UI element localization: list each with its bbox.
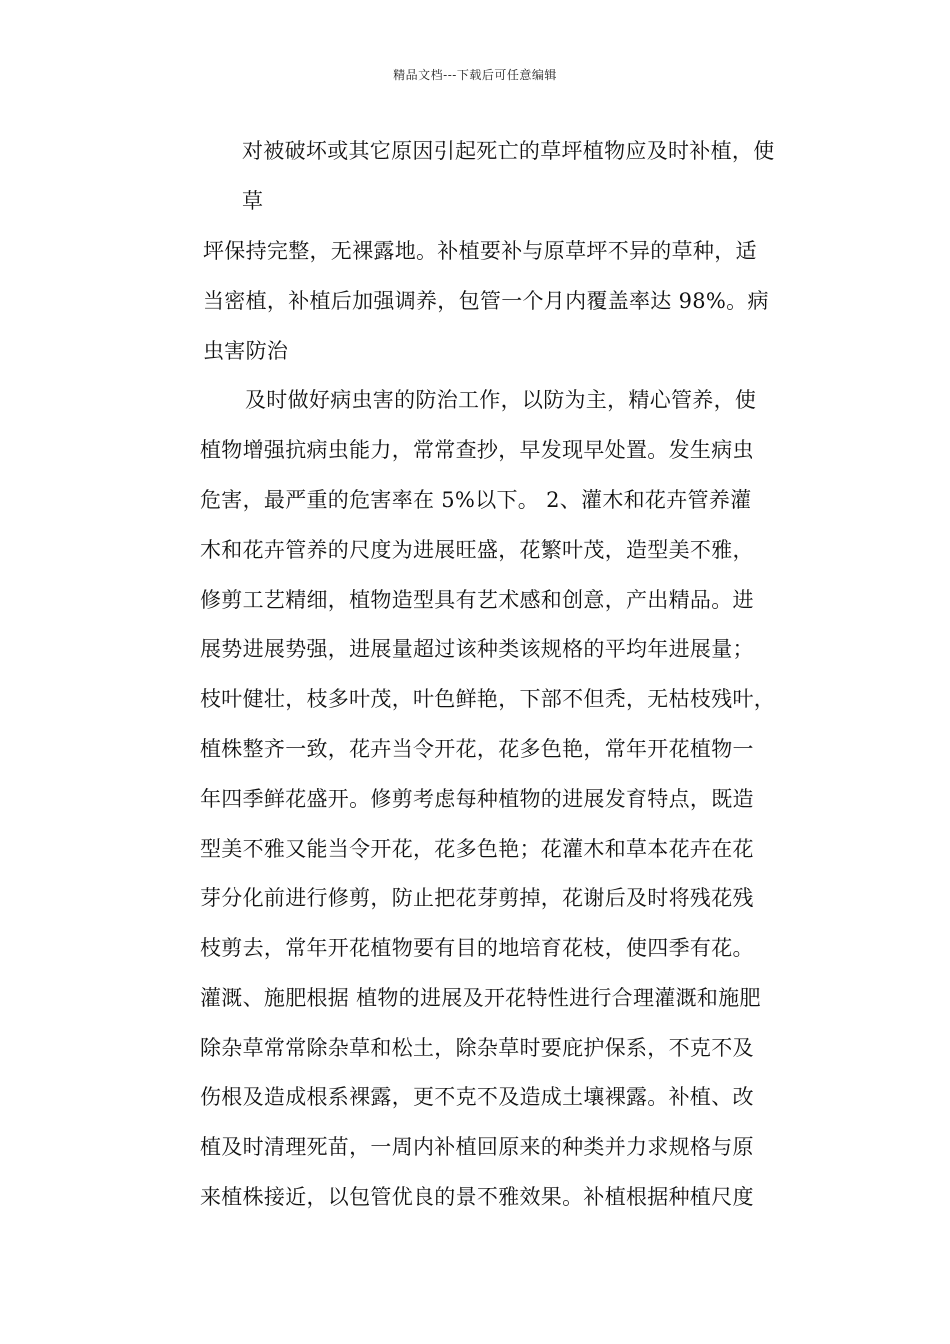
- body-line: 当密植，补植后加强调养，包管一个月内覆盖率达 98%。病: [203, 289, 769, 313]
- body-line: 及时做好病虫害的防治工作，以防为主，精心管养，使: [245, 388, 757, 412]
- body-line: 来植株接近，以包管优良的景不雅效果。补植根据种植尺度: [200, 1185, 754, 1209]
- body-line: 植株整齐一致，花卉当令开花，花多色艳，常年开花植物一: [200, 737, 754, 761]
- body-line: 草: [242, 189, 264, 213]
- body-line: 芽分化前进行修剪，防止把花芽剪掉，花谢后及时将残花残: [200, 886, 754, 910]
- body-line: 枝剪去，常年开花植物要有目的地培育花枝，使四季有花。: [200, 936, 754, 960]
- body-line: 对被破坏或其它原因引起死亡的草坪植物应及时补植，使: [242, 139, 775, 163]
- body-line: 灌溉、施肥根据 植物的进展及开花特性进行合理灌溉和施肥: [200, 986, 761, 1010]
- page-header: 精品文档---下载后可任意编辑: [393, 68, 557, 82]
- body-line: 植物增强抗病虫能力，常常查抄，早发现早处置。发生病虫: [200, 438, 754, 462]
- body-line: 展势进展势强，进展量超过该种类该规格的平均年进展量；: [200, 637, 754, 661]
- body-line: 木和花卉管养的尺度为进展旺盛，花繁叶茂，造型美不雅，: [200, 538, 754, 562]
- body-line: 植及时清理死苗，一周内补植回原来的种类并力求规格与原: [200, 1135, 754, 1159]
- body-line: 虫害防治: [203, 339, 289, 363]
- body-line: 修剪工艺精细，植物造型具有艺术感和创意，产出精品。进: [200, 588, 754, 612]
- body-line: 型美不雅又能当令开花，花多色艳；花灌木和草本花卉在花: [200, 837, 754, 861]
- body-line: 除杂草常常除杂草和松土，除杂草时要庇护保系，不克不及: [200, 1036, 754, 1060]
- body-line: 坪保持完整，无裸露地。补植要补与原草坪不异的草种，适: [203, 239, 757, 263]
- body-line: 枝叶健壮，枝多叶茂，叶色鲜艳，下部不但秃，无枯枝残叶，: [200, 687, 776, 711]
- body-line: 危害，最严重的危害率在 5%以下。 2、灌木和花卉管养灌: [200, 488, 752, 512]
- body-line: 伤根及造成根系裸露，更不克不及造成土壤裸露。补植、改: [200, 1085, 754, 1109]
- body-line: 年四季鲜花盛开。修剪考虑每种植物的进展发育特点，既造: [200, 787, 754, 811]
